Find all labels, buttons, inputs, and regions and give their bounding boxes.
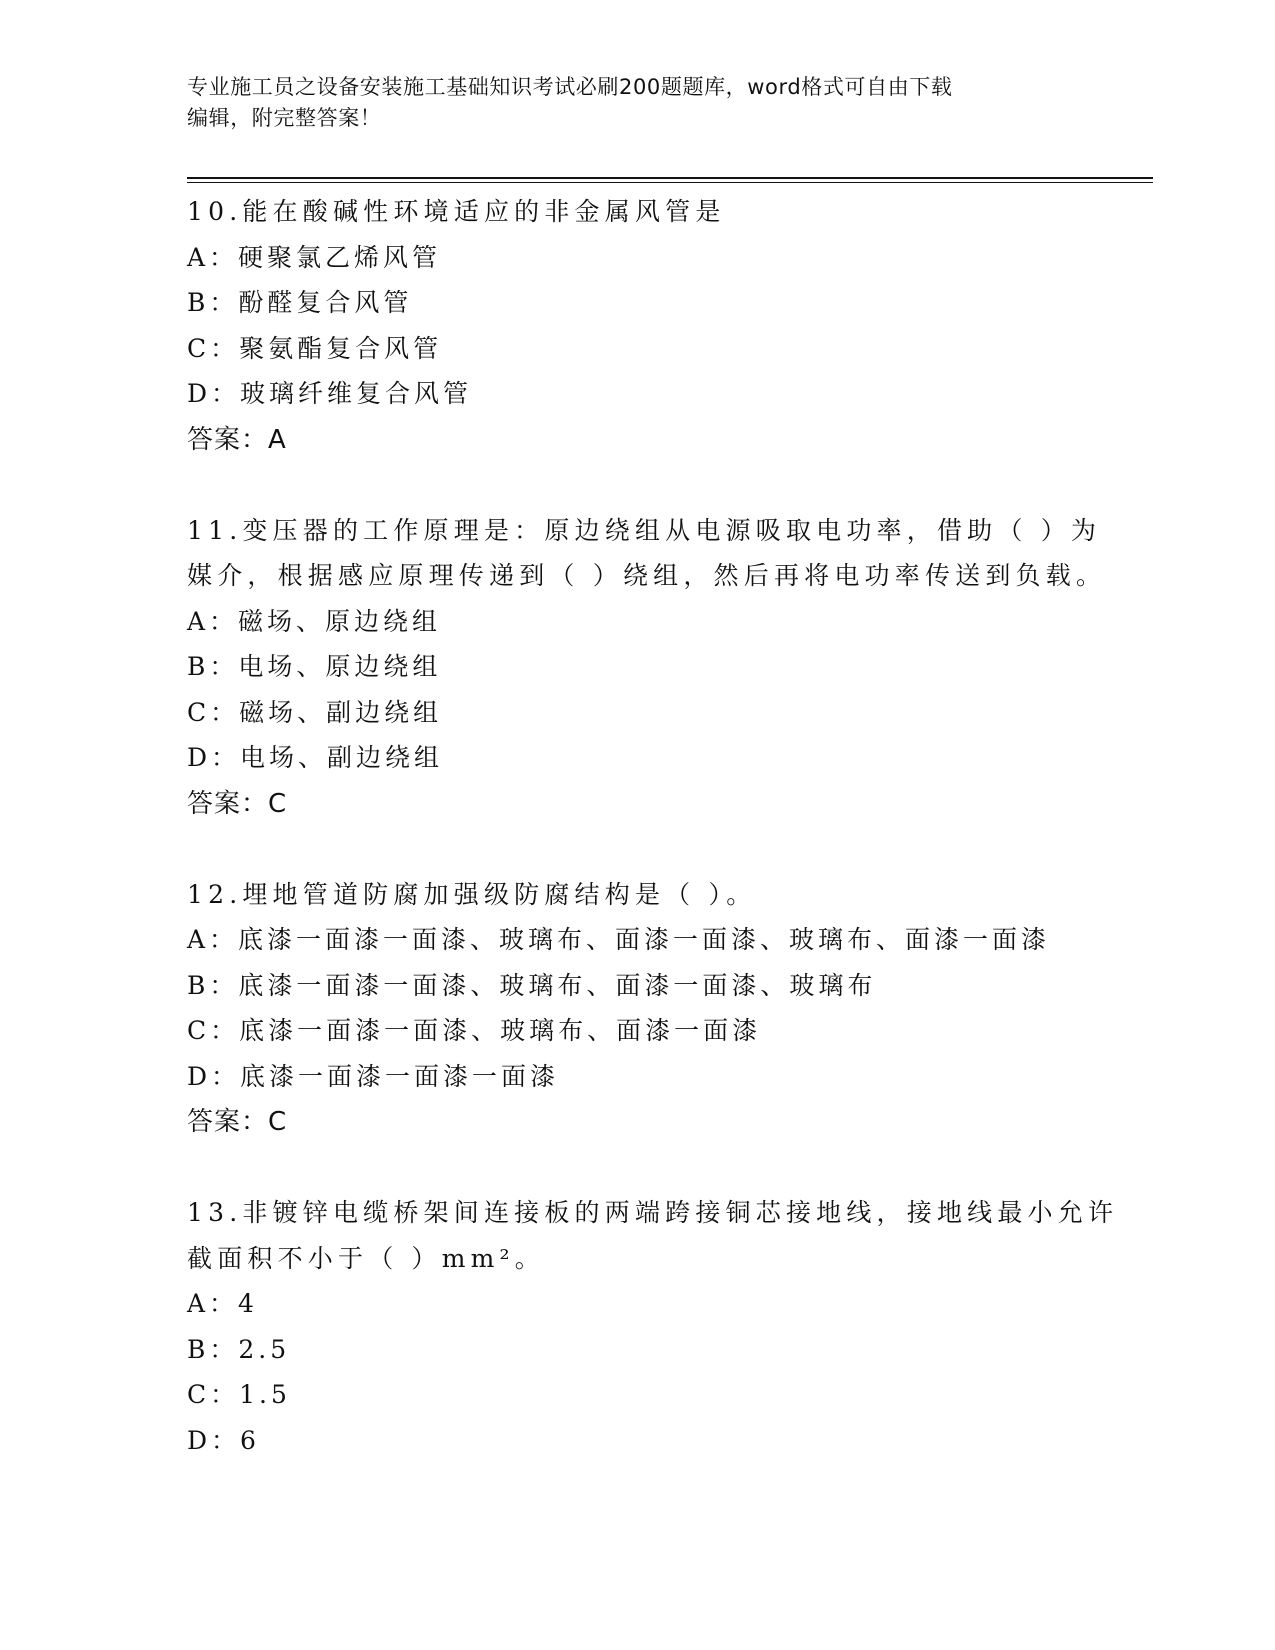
question-12 [187,872,1087,1146]
option-d: D：6 [187,1425,260,1455]
option-b: B：2.5 [187,1334,291,1364]
option-b: B：酚醛复合风管 [187,288,413,317]
option-d: D：电场、副边绕组 [187,743,444,772]
question-stem: 12.埋地管道防腐加强级防腐结构是（ ）。 [187,879,757,909]
header-line: 专业施工员之设备安装施工基础知识考试必刷200题题库，word格式可自由下载 [187,75,953,99]
option-c: C：磁场、副边绕组 [187,697,443,727]
option-a: A：磁场、原边绕组 [187,606,442,636]
question-11 [187,508,1107,827]
option-c: C：1.5 [187,1380,291,1409]
question-stem: 媒介，根据感应原理传递到（ ）绕组，然后再将电功率传送到负载。 [187,561,1107,590]
option-a: A：4 [187,1289,258,1318]
option-d: D：玻璃纤维复合风管 [187,379,473,408]
header-divider [187,177,1153,179]
option-c: C：聚氨酯复合风管 [187,333,443,363]
answer-line: 答案：C [187,1107,288,1137]
header-line: 编辑，附完整答案！ [187,106,382,130]
page-header [187,72,1087,134]
option-c: C：底漆一面漆一面漆、玻璃布、面漆一面漆 [187,1016,762,1045]
question-stem: 11.变压器的工作原理是：原边绕组从电源吸取电功率，借助（ ）为 [187,515,1102,545]
answer-line: 答案：C [187,788,288,819]
option-a: A：硬聚氯乙烯风管 [187,242,442,272]
question-stem: 13.非镀锌电缆桥架间连接板的两端跨接铜芯接地线，接地线最小允许 [187,1198,1119,1227]
question-10 [187,189,1087,463]
question-13 [187,1190,1119,1463]
answer-line: 答案：A [187,424,287,455]
option-d: D：底漆一面漆一面漆一面漆 [187,1061,560,1091]
option-a: A：底漆一面漆一面漆、玻璃布、面漆一面漆、玻璃布、面漆一面漆 [187,925,1051,954]
question-stem: 截面积不小于（ ）mm²。 [187,1243,545,1273]
question-stem: 10.能在酸碱性环境适应的非金属风管是 [187,197,726,226]
question-list [187,189,1119,1508]
option-b: B：底漆一面漆一面漆、玻璃布、面漆一面漆、玻璃布 [187,970,877,1000]
option-b: B：电场、原边绕组 [187,652,442,681]
